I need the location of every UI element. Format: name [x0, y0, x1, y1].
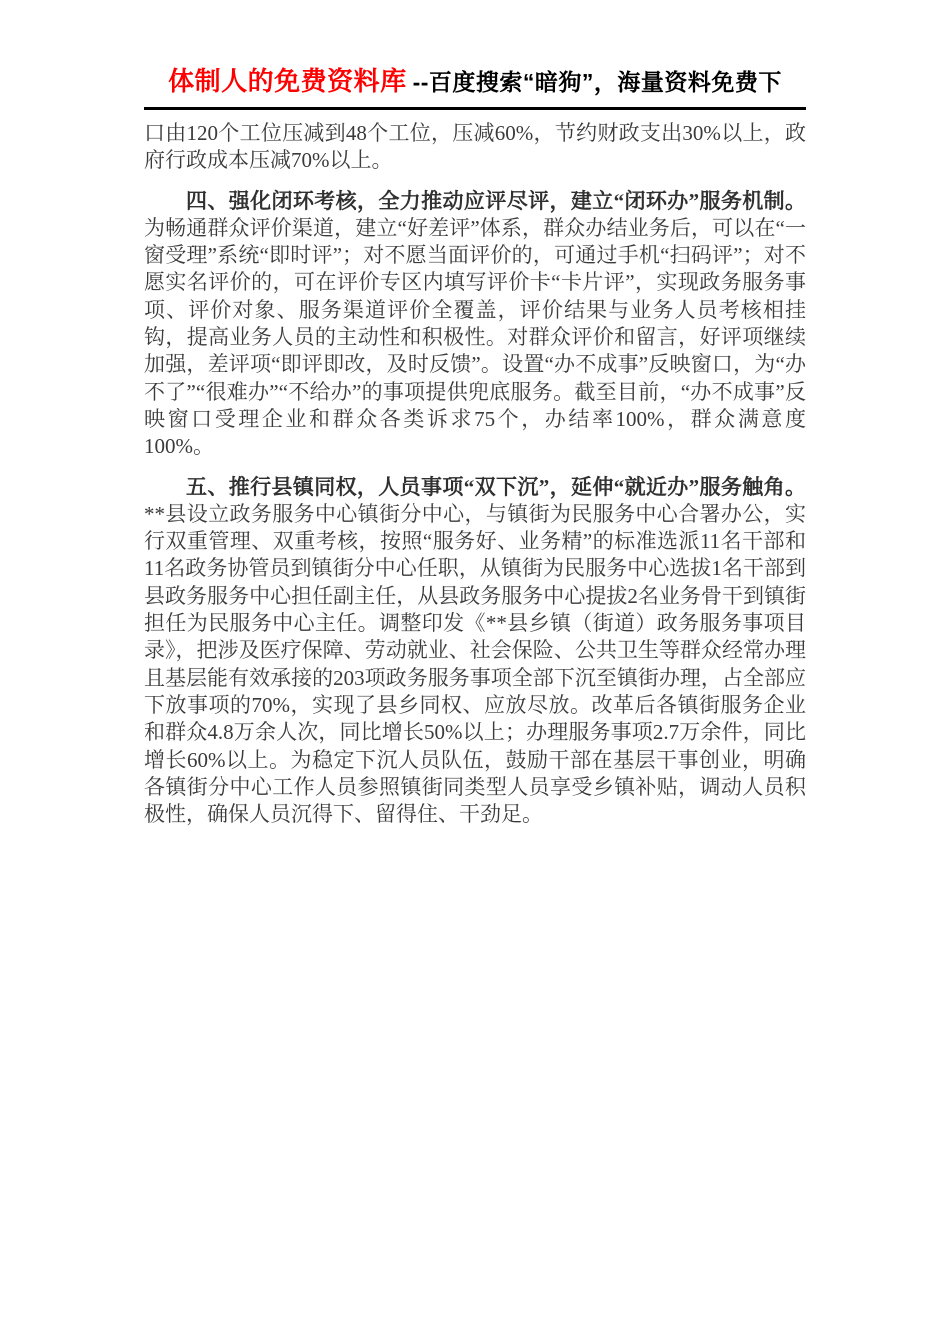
header-divider	[144, 107, 806, 110]
header-banner	[144, 62, 806, 105]
site-brand: 体制人的免费资料库	[168, 66, 407, 96]
paragraph-text: **县设立政务服务中心镇街分中心，与镇街为民服务中心合署办公，实行双重管理、双重考核，按照“服务好、业务精”的标准选派11名干部和11名政务协管员到镇街分中心任职，从镇街为民服务中心选拔1名干部到县政务服务中心担任副主任，从县政务服务中心提拔2名业务骨干到镇街担任为民服务中心主任。调整印发《**县乡镇（街道）政务服务事项目录》，把涉及医疗保障、劳动就业、社会保险、公共卫生等群众经常办理且基层能有效承接的203项政务服务事项全部下沉至镇街办理，占全部应下放事项的70%，实现了县乡同权、应放尽放。改革后各镇街服务企业和群众4.8万余人次，同比增长50%以上；办理服务事项2.7万余件，同比增长60%以上。为稳定下沉人员队伍，鼓励干部在基层干事创业，明确各镇街分中心工作人员参照镇街同类型人员享受乡镇补贴，调动人员积极性，确保人员沉得下、留得住、干劲足。	[144, 501, 806, 827]
paragraph-section-5	[144, 474, 806, 829]
section-4-heading: 四、强化闭环考核，全力推动应评尽评，建立“闭环办”服务机制。	[186, 188, 806, 213]
paragraph-continuation	[144, 120, 806, 175]
section-5-heading: 五、推行县镇同权，人员事项“双下沉”，延伸“就近办”服务触角。	[186, 474, 806, 499]
paragraph-section-4	[144, 188, 806, 461]
page-header	[144, 0, 806, 110]
document-body	[144, 120, 806, 828]
paragraph-text: 为畅通群众评价渠道，建立“好差评”体系，群众办结业务后，可以在“一窗受理”系统“即时评”；对不愿当面评价的，可通过手机“扫码评”；对不愿实名评价的，可在评价专区内填写评价卡“卡片评”，实现政务服务事项、评价对象、服务渠道评价全覆盖，评价结果与业务人员考核相挂钩，提高业务人员的主动性和积极性。对群众评价和留言，好评项继续加强，差评项“即评即改，及时反馈”。设置“办不成事”反映窗口，为“办不了”“很难办”“不给办”的事项提供兜底服务。截至目前，“办不成事”反映窗口受理企业和群众各类诉求75个，办结率100%，群众满意度100%。	[144, 215, 806, 459]
paragraph-text: 口由120个工位压减到48个工位，压减60%，节约财政支出30%以上，政府行政成本压减70%以上。	[144, 121, 806, 173]
header-tagline: --百度搜索“暗狗”，海量资料免费下	[412, 69, 782, 95]
